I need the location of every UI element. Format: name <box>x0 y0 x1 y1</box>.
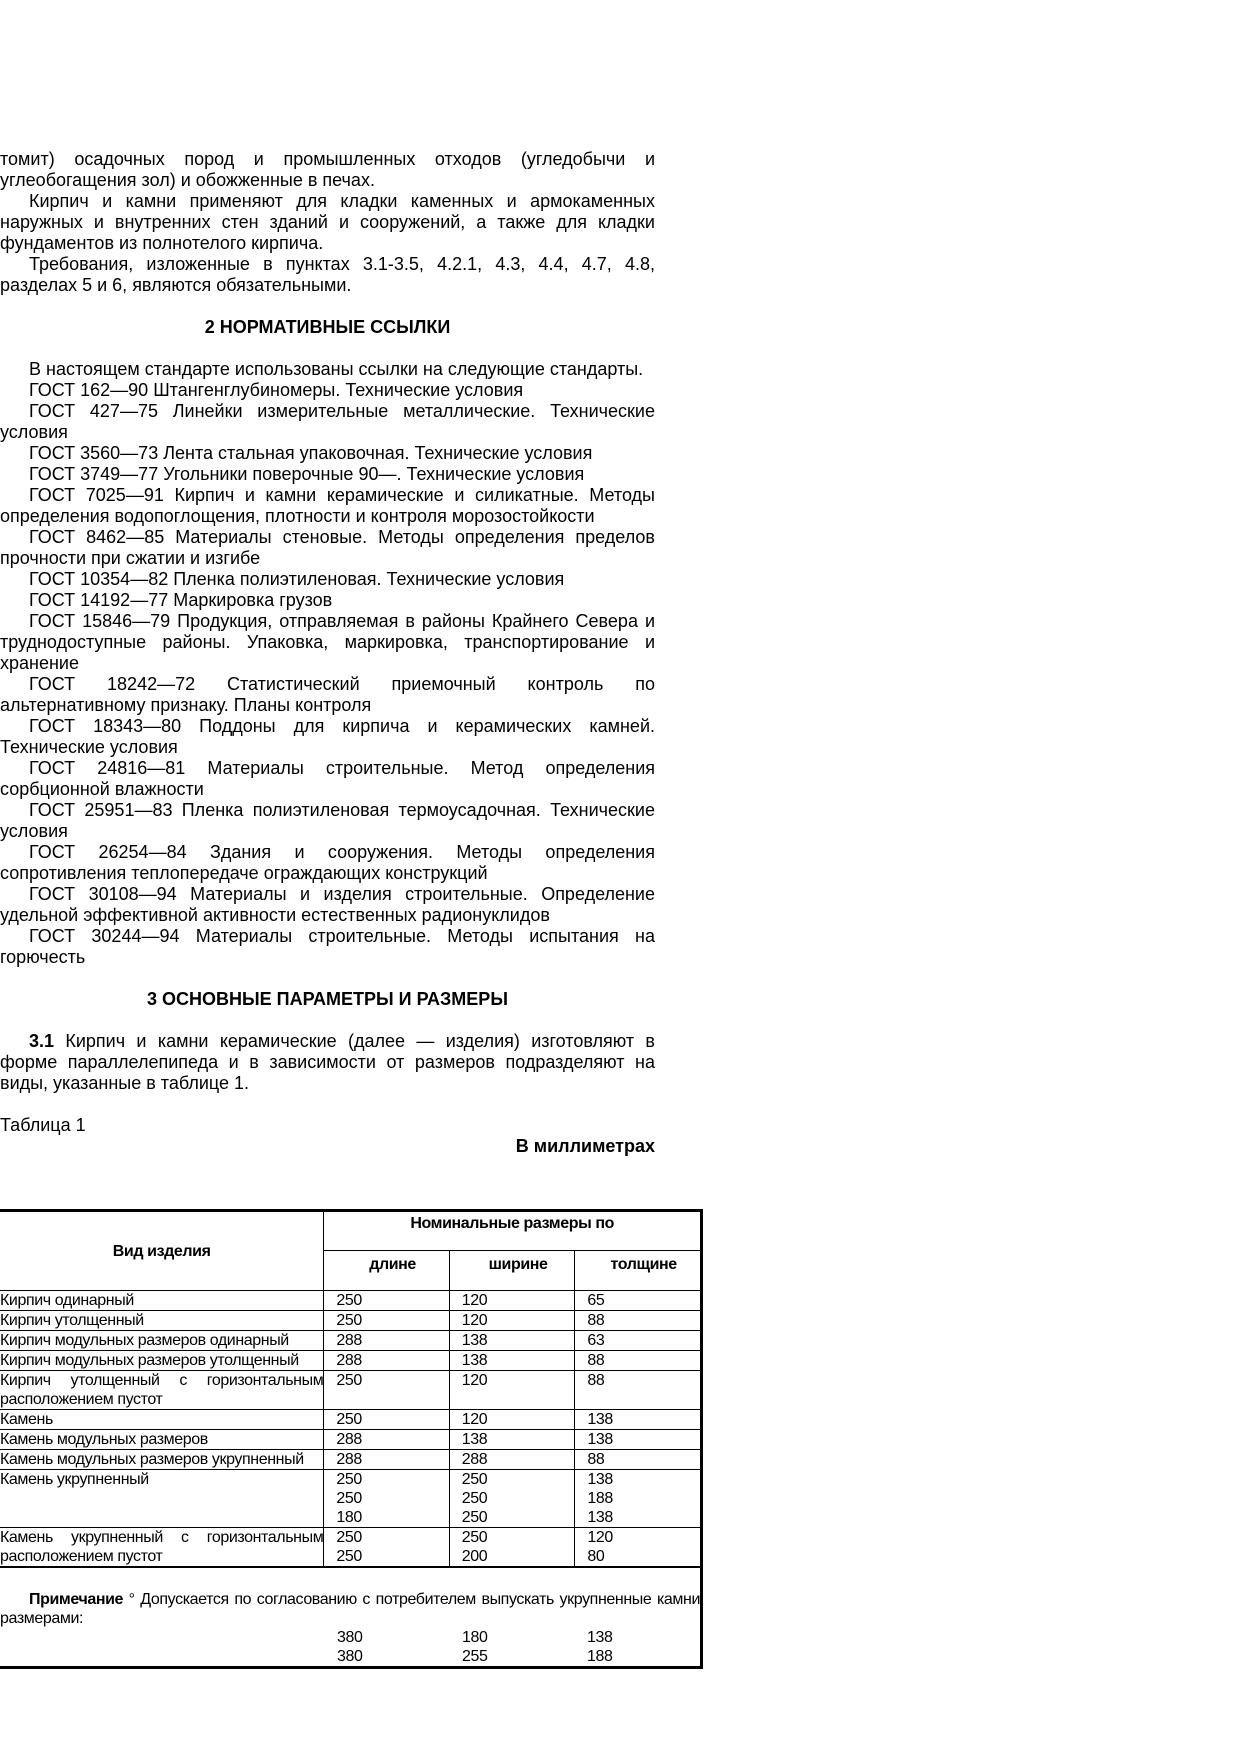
cell-width: 120 <box>449 1311 575 1331</box>
table-row <box>0 1450 702 1470</box>
cell-length: 288 <box>324 1351 449 1371</box>
cell-kind: Камень <box>0 1410 324 1430</box>
cell-length: 250 <box>324 1291 449 1311</box>
cell-kind: Камень укрупненный <box>0 1470 324 1528</box>
cell-kind: Кирпич утолщенный <box>0 1311 324 1331</box>
reference-item: ГОСТ 427—75 Линейки измерительные металлические. Технические условия <box>0 401 655 442</box>
cell-thickness: 138 188 138 <box>575 1470 702 1528</box>
reference-item: ГОСТ 30108—94 Материалы и изделия строительные. Определение удельной эффективной активности естественных радионуклидов <box>0 884 655 925</box>
reference-item: ГОСТ 24816—81 Материалы строительные. Метод определения сорбционной влажности <box>0 758 655 799</box>
reference-item: ГОСТ 7025—91 Кирпич и камни керамические и силикатные. Методы определения водопоглощения, плотности и контроля морозостойкости <box>0 485 655 526</box>
cell-kind: Кирпич модульных размеров утолщенный <box>0 1351 324 1371</box>
clause-text: Кирпич и камни керамические (далее — изделия) изготовляют в форме параллелепипеда и в зависимости от размеров подразделяют на виды, указанные в таблице 1. <box>0 1031 655 1093</box>
cell-width: 138 <box>449 1351 575 1371</box>
table-caption: Таблица 1 <box>0 1115 86 1135</box>
cell-thickness: 88 <box>575 1311 702 1331</box>
cell-kind: Камень модульных размеров укрупненный <box>0 1450 324 1470</box>
table-row <box>0 1371 702 1410</box>
cell-length: 250 250 <box>324 1528 449 1568</box>
cell-kind: Камень укрупненный с горизонтальным расположением пустот <box>0 1529 324 1565</box>
cell-width: 138 <box>449 1331 575 1351</box>
note-dimensions-row <box>0 1628 700 1647</box>
paragraph: В настоящем стандарте использованы ссылки на следующие стандарты. <box>29 359 644 379</box>
note-value: 255 <box>462 1648 488 1665</box>
reference-item: ГОСТ 3560—73 Лента стальная упаковочная. Технические условия <box>29 443 593 463</box>
cell-thickness: 88 <box>575 1450 702 1470</box>
note-value: 188 <box>587 1648 613 1665</box>
reference-item: ГОСТ 18343—80 Поддоны для кирпича и керамических камней. Технические условия <box>0 716 655 757</box>
table-row <box>0 1430 702 1450</box>
note-value: 180 <box>462 1629 488 1646</box>
table-row <box>0 1291 702 1311</box>
note-value: 380 <box>337 1648 363 1665</box>
cell-thickness: 138 <box>575 1410 702 1430</box>
reference-item: ГОСТ 10354—82 Пленка полиэтиленовая. Технические условия <box>29 569 565 589</box>
cell-thickness: 88 <box>575 1371 702 1410</box>
cell-width: 250 200 <box>449 1528 575 1568</box>
cell-length: 288 <box>324 1450 449 1470</box>
table-units: В миллиметрах <box>515 1136 655 1156</box>
table-note <box>0 1567 702 1668</box>
dimensions-table <box>0 1209 703 1669</box>
header-kind: Вид изделия <box>0 1211 324 1291</box>
cell-width: 120 <box>449 1371 575 1410</box>
cell-thickness: 65 <box>575 1291 702 1311</box>
paragraph: Кирпич и камни применяют для кладки каменных и армокаменных наружных и внутренних стен зданий и сооружений, а также для кладки фундаментов из полнотелого кирпича. <box>0 191 655 253</box>
cell-kind: Кирпич одинарный <box>0 1291 324 1311</box>
cell-width: 250 250 250 <box>449 1470 575 1528</box>
table-row <box>0 1311 702 1331</box>
cell-length: 288 <box>324 1331 449 1351</box>
cell-thickness: 138 <box>575 1430 702 1450</box>
cell-length: 288 <box>324 1430 449 1450</box>
reference-item: ГОСТ 15846—79 Продукция, отправляемая в районы Крайнего Севера и труднодоступные районы. Упаковка, маркировка, транспортирование и хранение <box>0 611 655 673</box>
header-width: ширине <box>449 1251 575 1291</box>
cell-kind: Кирпич модульных размеров одинарный <box>0 1331 324 1351</box>
note-label: Примечание <box>29 1591 124 1608</box>
header-thickness: толщине <box>575 1251 702 1291</box>
cell-length: 250 <box>324 1371 449 1410</box>
cell-thickness: 88 <box>575 1351 702 1371</box>
paragraph <box>0 1031 655 1094</box>
reference-item: ГОСТ 14192—77 Маркировка грузов <box>29 590 333 610</box>
section-heading: 3 ОСНОВНЫЕ ПАРАМЕТРЫ И РАЗМЕРЫ <box>147 989 508 1009</box>
cell-width: 120 <box>449 1410 575 1430</box>
table-row <box>0 1528 702 1568</box>
header-nominal: Номинальные размеры по <box>324 1211 702 1251</box>
table-row <box>0 1351 702 1371</box>
paragraph: Требования, изложенные в пунктах 3.1-3.5, 4.2.1, 4.3, 4.4, 4.7, 4.8, разделах 5 и 6, являются обязательными. <box>0 254 655 295</box>
reference-item: ГОСТ 162—90 Штангенглубиномеры. Технические условия <box>29 380 524 400</box>
clause-number: 3.1 <box>29 1031 55 1051</box>
reference-item: ГОСТ 18242—72 Статистический приемочный контроль по альтернативному признаку. Планы контроля <box>0 674 655 715</box>
note-value: 380 <box>337 1629 363 1646</box>
reference-list <box>0 380 655 968</box>
cell-kind: Камень модульных размеров <box>0 1430 324 1450</box>
cell-width: 288 <box>449 1450 575 1470</box>
cell-length: 250 <box>324 1410 449 1430</box>
reference-item: ГОСТ 25951—83 Пленка полиэтиленовая термоусадочная. Технические условия <box>0 800 655 841</box>
section-heading: 2 НОРМАТИВНЫЕ ССЫЛКИ <box>204 317 451 337</box>
cell-length: 250 250 180 <box>324 1470 449 1528</box>
cell-width: 120 <box>449 1291 575 1311</box>
table-row <box>0 1331 702 1351</box>
reference-item: ГОСТ 8462—85 Материалы стеновые. Методы определения пределов прочности при сжатии и изгибе <box>0 527 655 568</box>
paragraph: томит) осадочных пород и промышленных отходов (угледобычи и углеобогащения зол) и обожженные в печах. <box>0 149 655 190</box>
note-dimensions-row <box>0 1647 700 1666</box>
reference-item: ГОСТ 26254—84 Здания и сооружения. Методы определения сопротивления теплопередаче ограждающих конструкций <box>0 842 655 883</box>
table-row <box>0 1470 702 1528</box>
cell-kind: Кирпич утолщенный с горизонтальным расположением пустот <box>0 1372 324 1408</box>
cell-thickness: 120 80 <box>575 1528 702 1568</box>
table-row <box>0 1410 702 1430</box>
cell-width: 138 <box>449 1430 575 1450</box>
reference-item: ГОСТ 3749—77 Угольники поверочные 90—. Технические условия <box>29 464 585 484</box>
reference-item: ГОСТ 30244—94 Материалы строительные. Методы испытания на горючесть <box>0 926 655 967</box>
header-length: длине <box>324 1251 449 1291</box>
document-page <box>0 149 655 1157</box>
cell-length: 250 <box>324 1311 449 1331</box>
note-text: ° Допускается по согласованию с потребителем выпускать укрупненные камни размерами: <box>0 1591 700 1627</box>
cell-thickness: 63 <box>575 1331 702 1351</box>
note-value: 138 <box>587 1629 613 1646</box>
